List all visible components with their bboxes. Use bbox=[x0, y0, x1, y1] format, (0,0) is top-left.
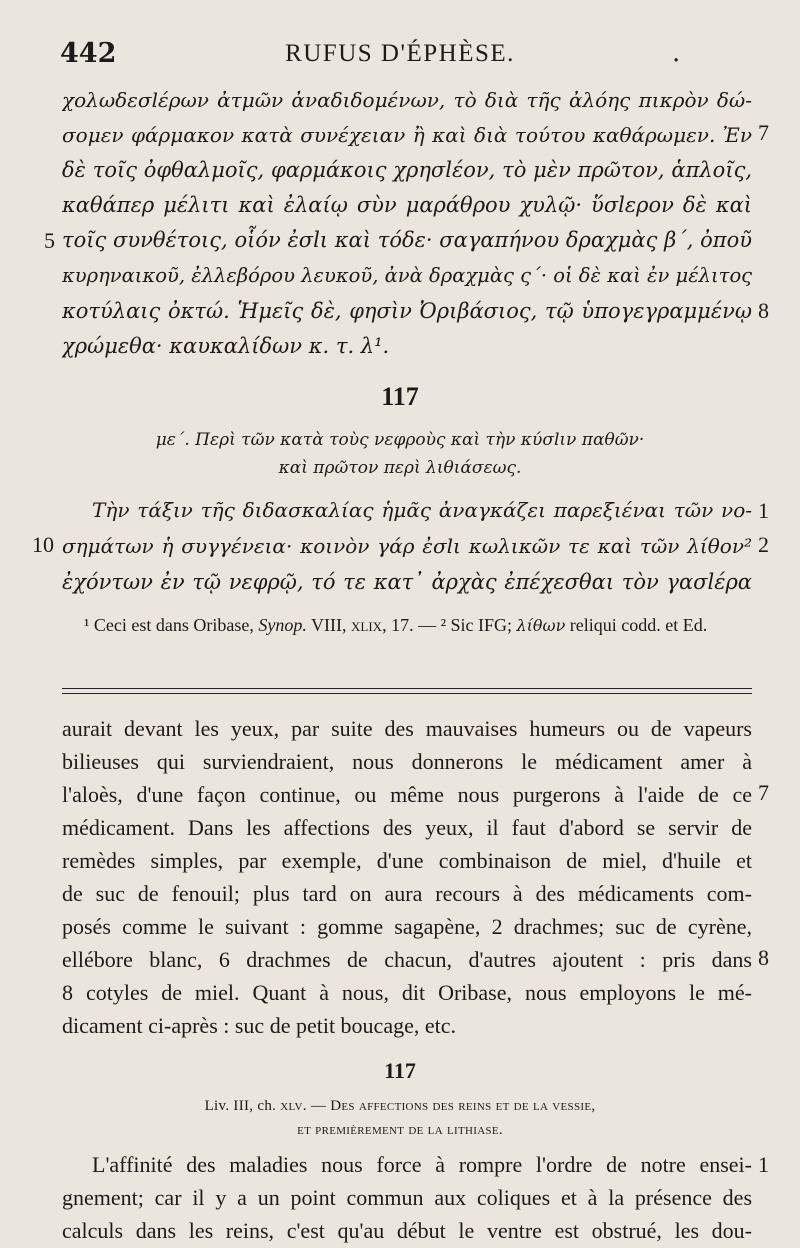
footnote: ¹ Ceci est dans Oribase, Synop. VIII, xlix, 17. — ² Sic IFG; λίθων reliqui codd. et Ed. bbox=[84, 615, 708, 635]
french-line-8: ellébore blanc, 6 drachmes de chacun, d'autres ajoutent : pris dans bbox=[62, 947, 752, 972]
french-line-1: aurait devant les yeux, par suite des mauvaises humeurs ou de vapeurs bbox=[62, 716, 752, 741]
greek-line-7: κοτύλαις ὀκτώ. Ἡμεῖς δὲ, φησὶν Ὀριβάσιος, τῷ ὑπογεγραμμένῳ bbox=[62, 299, 752, 323]
french-section-title-2: et premièrement de la lithiase. bbox=[297, 1122, 503, 1138]
greek-section-line-3: ἐχόντων ἐν τῷ νεφρῷ, τό τε κατ᾽ ἀρχὰς ἐπέχεσθαι τὸν γασlέρα bbox=[62, 570, 752, 594]
margin-number: 8 bbox=[758, 945, 769, 970]
margin-number: 7 bbox=[758, 780, 769, 805]
greek-line-3: δὲ τοῖς ὀφθαλμοῖς, φαρμάκοις χρησlέον, τὸ μὲν πρῶτον, ἁπλοῖς, bbox=[62, 158, 752, 182]
greek-line-6: κυρηναικοῦ, ἐλλεβόρου λευκοῦ, ἀνὰ δραχμὰς ς´· οἱ δὲ καὶ ἐν μέλιτος bbox=[62, 264, 752, 287]
french-section-line-1: L'affinité des maladies nous force à rompre l'ordre de notre ensei- bbox=[92, 1152, 752, 1177]
margin-number: 7 bbox=[758, 120, 769, 145]
running-title: RUFUS D'ÉPHÈSE. bbox=[285, 40, 515, 67]
french-section-title-1: Liv. III, ch. xlv. — Des affections des reins et de la vessie, bbox=[204, 1098, 596, 1114]
french-line-4: médicament. Dans les affections des yeux, il faut d'abord se servir de bbox=[62, 815, 752, 840]
margin-number: 1 bbox=[758, 1152, 769, 1177]
french-line-7: posés comme le suivant : gomme sagapène, 2 drachmes; suc de cyrène, bbox=[62, 914, 752, 939]
page-header bbox=[0, 36, 800, 76]
margin-number: 8 bbox=[758, 298, 769, 323]
greek-line-2: σομεν φάρμακον κατὰ συνέχειαν ἢ καὶ διὰ τούτου καθάρωμεν. Ἐν bbox=[62, 123, 752, 147]
french-line-6: de suc de fenouil; plus tard on aura recours à des médicaments com- bbox=[62, 881, 752, 906]
french-line-5: remèdes simples, par exemple, d'une combinaison de miel, d'huile et bbox=[62, 848, 752, 873]
greek-line-8: χρώμεθα· καυκαλίδων κ. τ. λ¹. bbox=[62, 334, 390, 358]
margin-number: 2 bbox=[758, 532, 769, 557]
french-section-line-2: gnement; car il y a un point commun aux coliques et à la présence des bbox=[62, 1185, 752, 1210]
line-number: 5 bbox=[44, 228, 55, 253]
greek-section-line-2: σημάτων ἡ συγγένεια· κοινὸν γάρ ἐσlι κωλικῶν τε καὶ τῶν λίθον² bbox=[62, 534, 752, 558]
line-number: 10 bbox=[32, 532, 54, 557]
separator-rule bbox=[62, 693, 752, 694]
greek-line-4: καθάπερ μέλιτι καὶ ἐλαίῳ σὺν μαράθρου χυλῷ· ὕσlερον δὲ καὶ bbox=[62, 193, 752, 217]
greek-line-1: χολωδεσlέρων ἀτμῶν ἀναδιδομένων, τὸ διὰ τῆς ἀλόης πικρὸν δώ- bbox=[62, 88, 752, 112]
greek-section-title-2: καὶ πρῶτον περὶ λιθιάσεως. bbox=[278, 458, 522, 478]
french-line-2: bilieuses qui surviendraient, nous donnerons le médicament amer à bbox=[62, 749, 752, 774]
margin-number: 1 bbox=[758, 498, 769, 523]
page-number: 442 bbox=[60, 38, 117, 69]
greek-line-5: τοῖς συνθέτοις, οἷόν ἐσlι καὶ τόδε· σαγαπήνου δραχμὰς β´, ὀποῦ bbox=[62, 228, 752, 252]
french-line-10: dicament ci-après : suc de petit boucage, etc. bbox=[62, 1013, 456, 1038]
greek-section-number: 117 bbox=[381, 382, 419, 411]
french-line-9: 8 cotyles de miel. Quant à nous, dit Oribase, nous employons le mé- bbox=[62, 980, 752, 1005]
header-dot: . bbox=[672, 38, 681, 68]
greek-section-line-1: Τὴν τάξιν τῆς διδασκαλίας ἡμᾶς ἀναγκάζει παρεξιέναι τῶν νο- bbox=[92, 498, 752, 522]
french-section-number: 117 bbox=[384, 1058, 416, 1083]
greek-section-title-1: με´. Περὶ τῶν κατὰ τοὺς νεφροὺς καὶ τὴν κύσlιν παθῶν· bbox=[155, 430, 645, 450]
french-line-3: l'aloès, d'une façon continue, ou même nous purgerons à l'aide de ce bbox=[62, 782, 752, 807]
french-section-line-3: calculs dans les reins, c'est qu'au début le ventre est obstrué, les dou- bbox=[62, 1218, 752, 1243]
separator-rule bbox=[62, 688, 752, 689]
